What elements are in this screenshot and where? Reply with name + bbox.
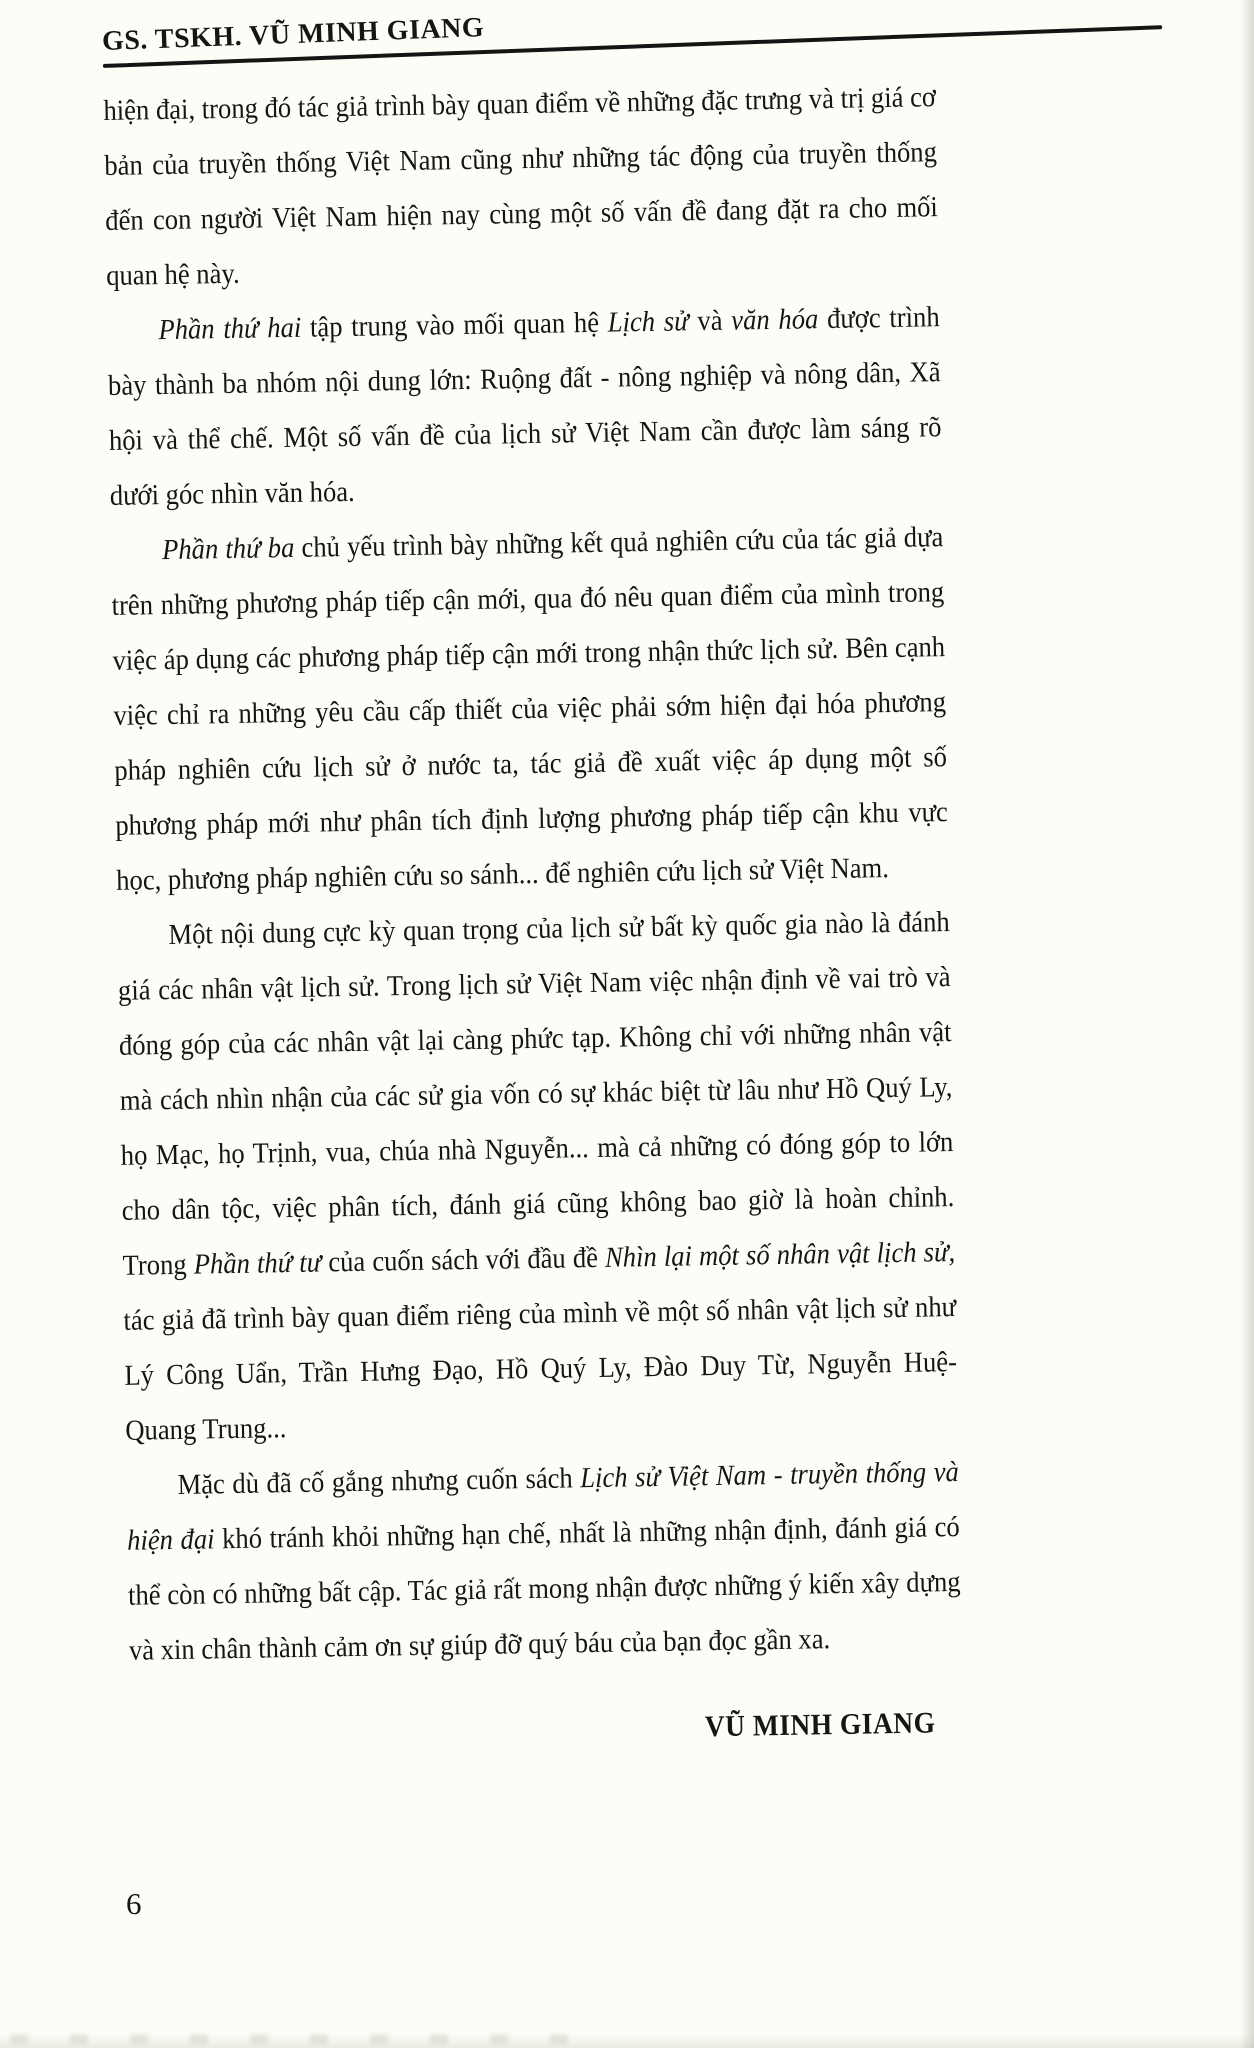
paragraph [110,510,949,909]
italic-phrase: Lịch sử [607,305,689,339]
text-run: chủ yếu trình bày những kết quả nghiên cứu của tác giả dựa trên những phương pháp tiếp cận mới, qua đó nêu quan điểm của mình trong việc áp dụng các phương pháp tiếp cận mới trong nhận thức lịch sử. Bên cạnh việc chỉ ra những yêu cầu cấp thiết của việc phải sớm hiện đại hóa phương pháp nghiên cứu lịch sử ở nước ta, tác giả đề xuất việc áp dụng một số phương pháp mới như phân tích định lượng phương pháp tiếp cận khu vực học, phương pháp nghiên cứu so sánh... để nghiên cứu lịch sử Việt Nam. [111,521,949,897]
italic-phrase: Nhìn lại một số nhân vật lịch sử, [604,1236,956,1274]
text-run: Mặc dù đã cố gắng nhưng cuốn sách [177,1462,581,1501]
text-run: của cuốn sách với đầu đề [320,1241,606,1279]
paragraph [103,70,939,304]
paragraph [126,1445,962,1679]
italic-phrase: Phần thứ tư [193,1246,322,1281]
italic-phrase: Phần thứ ba [161,531,295,567]
page-header [101,0,1182,68]
italic-phrase: Lịch sử Việt Nam - truyền thống và hiện đại [126,1456,960,1557]
text-run: khó tránh khỏi những hạn chế, nhất là những nhận định, đánh giá có thể còn có những bất cập. Tác giả rất mong nhận được những ý kiến xây dựng và xin chân thành cảm ơn sự giúp đỡ quý báu của bạn đọc gần xa. [127,1510,961,1667]
running-head-author: GS. TSKH. VŨ MINH GIANG [101,12,485,58]
page-number: 6 [126,1886,142,1921]
italic-phrase: Phần thứ hai [158,311,302,347]
author-signature: VŨ MINH GIANG [704,1706,936,1744]
paragraph [107,290,943,524]
text-run: hiện đại, trong đó tác giả trình bày quan điểm về những đặc trưng và trị giá cơ bản của truyền thống Việt Nam cũng như những tác động của truyền thống đến con người Việt Nam hiện nay cùng một số vấn đề đang đặt ra cho mối quan hệ này. [103,81,939,292]
scan-edge-bottom [0,2034,1254,2048]
scan-smudge [10,2034,570,2044]
text-run: được trình bày thành ba nhóm nội dung lớn: Ruộng đất - nông nghiệp và nông dân, Xã hội và thể chế. Một số vấn đề của lịch sử Việt Nam cần được làm sáng rõ dưới góc nhìn văn hóa. [107,301,942,512]
body-text [103,70,963,1764]
text-run: tác giả đã trình bày quan điểm riêng của mình về một số nhân vật lịch sử như Lý Công Uẩn, Trần Hưng Đạo, Hồ Quý Ly, Đào Duy Từ, Nguyễn Huệ- Quang Trung... [123,1291,958,1447]
text-run: Một nội dung cực kỳ quan trọng của lịch sử bất kỳ quốc gia nào là đánh giá các nhân vật lịch sử. Trong lịch sử Việt Nam việc nhận định về vai trò và đóng góp của các nhân vật lại càng phức tạp. Không chỉ với những nhân vật mà cách nhìn nhận của các sử gia vốn có sự khác biệt từ lâu như Hồ Quý Ly, họ Mạc, họ Trịnh, vua, chúa nhà Nguyễn... mà cả những có đóng góp to lớn cho dân tộc, việc phân tích, đánh giá cũng không bao giờ là hoàn chỉnh. Trong [117,906,955,1282]
scan-edge-right [1240,0,1254,2048]
text-run: và [688,304,732,338]
text-run: tập trung vào mối quan hệ [300,306,609,344]
italic-phrase: văn hóa [730,303,819,337]
paragraph [117,895,959,1459]
